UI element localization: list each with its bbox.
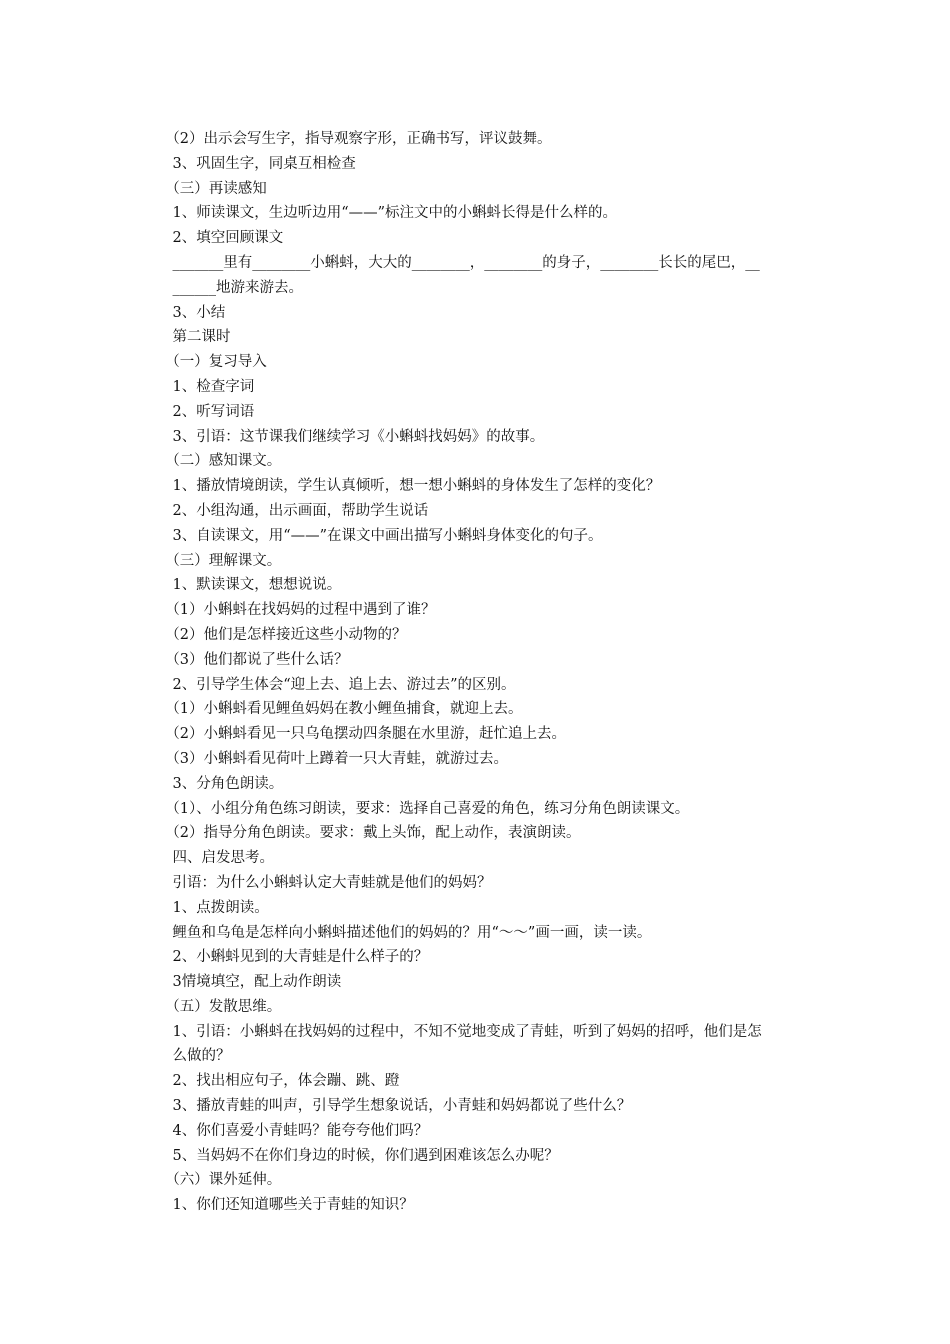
- text-line: （2）他们是怎样接近这些小动物的？: [158, 626, 407, 643]
- text-line: 3、巩固生字，同桌互相检查: [158, 155, 356, 172]
- section-heading: 四、启发思考。: [158, 850, 274, 867]
- text-line: 5、当妈妈不在你们身边的时候，你们遇到困难该怎么办呢？: [158, 1147, 559, 1164]
- text-line: 3、引语：这节课我们继续学习《小蝌蚪找妈妈》的故事。: [158, 428, 545, 445]
- text-line: （2）小蝌蚪看见一只乌龟摆动四条腿在水里游，赶忙追上去。: [158, 726, 566, 743]
- text-line: 么做的？: [158, 1048, 231, 1065]
- text-line: 3、播放青蛙的叫声，引导学生想象说话，小青蛙和妈妈都说了些什么？: [158, 1098, 632, 1115]
- text-line: 2、听写词语: [158, 403, 255, 420]
- document-body: [158, 127, 818, 1218]
- text-line: 1、默读课文，想想说说。: [158, 577, 342, 594]
- text-line: 1、点拨朗读。: [158, 899, 269, 916]
- text-line: 鲤鱼和乌龟是怎样向小蝌蚪描述他们的妈妈的？用“～～”画一画，读一读。: [158, 924, 652, 941]
- text-line: （1）、小组分角色练习朗读，要求：选择自己喜爱的角色，练习分角色朗读课文。: [158, 800, 690, 817]
- section-heading: （三）再读感知: [158, 180, 267, 197]
- text-line: 1、播放情境朗读，学生认真倾听，想一想小蝌蚪的身体发生了怎样的变化？: [158, 478, 661, 495]
- text-line: 4、你们喜爱小青蛙吗？能夸夸他们吗？: [158, 1122, 429, 1139]
- text-line: 3、小结: [158, 304, 226, 321]
- text-line: （1）小蝌蚪在找妈妈的过程中遇到了谁？: [158, 602, 436, 619]
- text-line: 2、小蝌蚪见到的大青蛙是什么样子的？: [158, 949, 429, 966]
- text-line: 3情境填空，配上动作朗读: [158, 974, 342, 991]
- text-line: 1、检查字词: [158, 378, 255, 395]
- section-heading: （六）课外延伸。: [158, 1172, 282, 1189]
- text-line: 1、你们还知道哪些关于青蛙的知识？: [158, 1197, 414, 1214]
- text-line: 引语：为什么小蝌蚪认定大青蛙就是他们的妈妈？: [158, 874, 492, 891]
- text-line: 3、分角色朗读。: [158, 775, 284, 792]
- text-line: （2）出示会写生字，指导观察字形，正确书写，评议鼓舞。: [158, 131, 552, 147]
- text-line: 1、师读课文，生边听边用“——”标注文中的小蝌蚪长得是什么样的。: [158, 205, 618, 222]
- fill-in-blank-line: _______里有________小蝌蚪，大大的________，________的身子，________长长的尾巴，__: [158, 254, 760, 271]
- text-line: （2）指导分角色朗读。要求：戴上头饰，配上动作，表演朗读。: [158, 825, 581, 842]
- text-line: 2、找出相应句子，体会蹦、跳、蹬: [158, 1073, 400, 1090]
- section-heading: （二）感知课文。: [158, 453, 282, 470]
- text-line: 1、引语：小蝌蚪在找妈妈的过程中，不知不觉地变成了青蛙，听到了妈妈的招呼，他们是怎: [158, 1023, 762, 1040]
- section-heading: （三）理解课文。: [158, 552, 282, 569]
- section-heading: （一）复习导入: [158, 354, 267, 371]
- text-line: 2、引导学生体会“迎上去、追上去、游过去”的区别。: [158, 676, 516, 693]
- fill-in-blank-line: ______地游来游去。: [158, 279, 303, 296]
- text-line: 3、自读课文，用“——”在课文中画出描写小蝌蚪身体变化的句子。: [158, 527, 603, 544]
- text-line: （3）小蝌蚪看见荷叶上蹲着一只大青蛙，就游过去。: [158, 750, 508, 767]
- text-line: （3）他们都说了些什么话？: [158, 651, 349, 668]
- text-line: 2、填空回顾课文: [158, 230, 284, 247]
- section-heading: （五）发散思维。: [158, 998, 282, 1015]
- text-line: （1）小蝌蚪看见鲤鱼妈妈在教小鲤鱼捕食，就迎上去。: [158, 701, 523, 718]
- text-line: 2、小组沟通，出示画面，帮助学生说话: [158, 502, 429, 519]
- lesson-heading: 第二课时: [158, 329, 231, 346]
